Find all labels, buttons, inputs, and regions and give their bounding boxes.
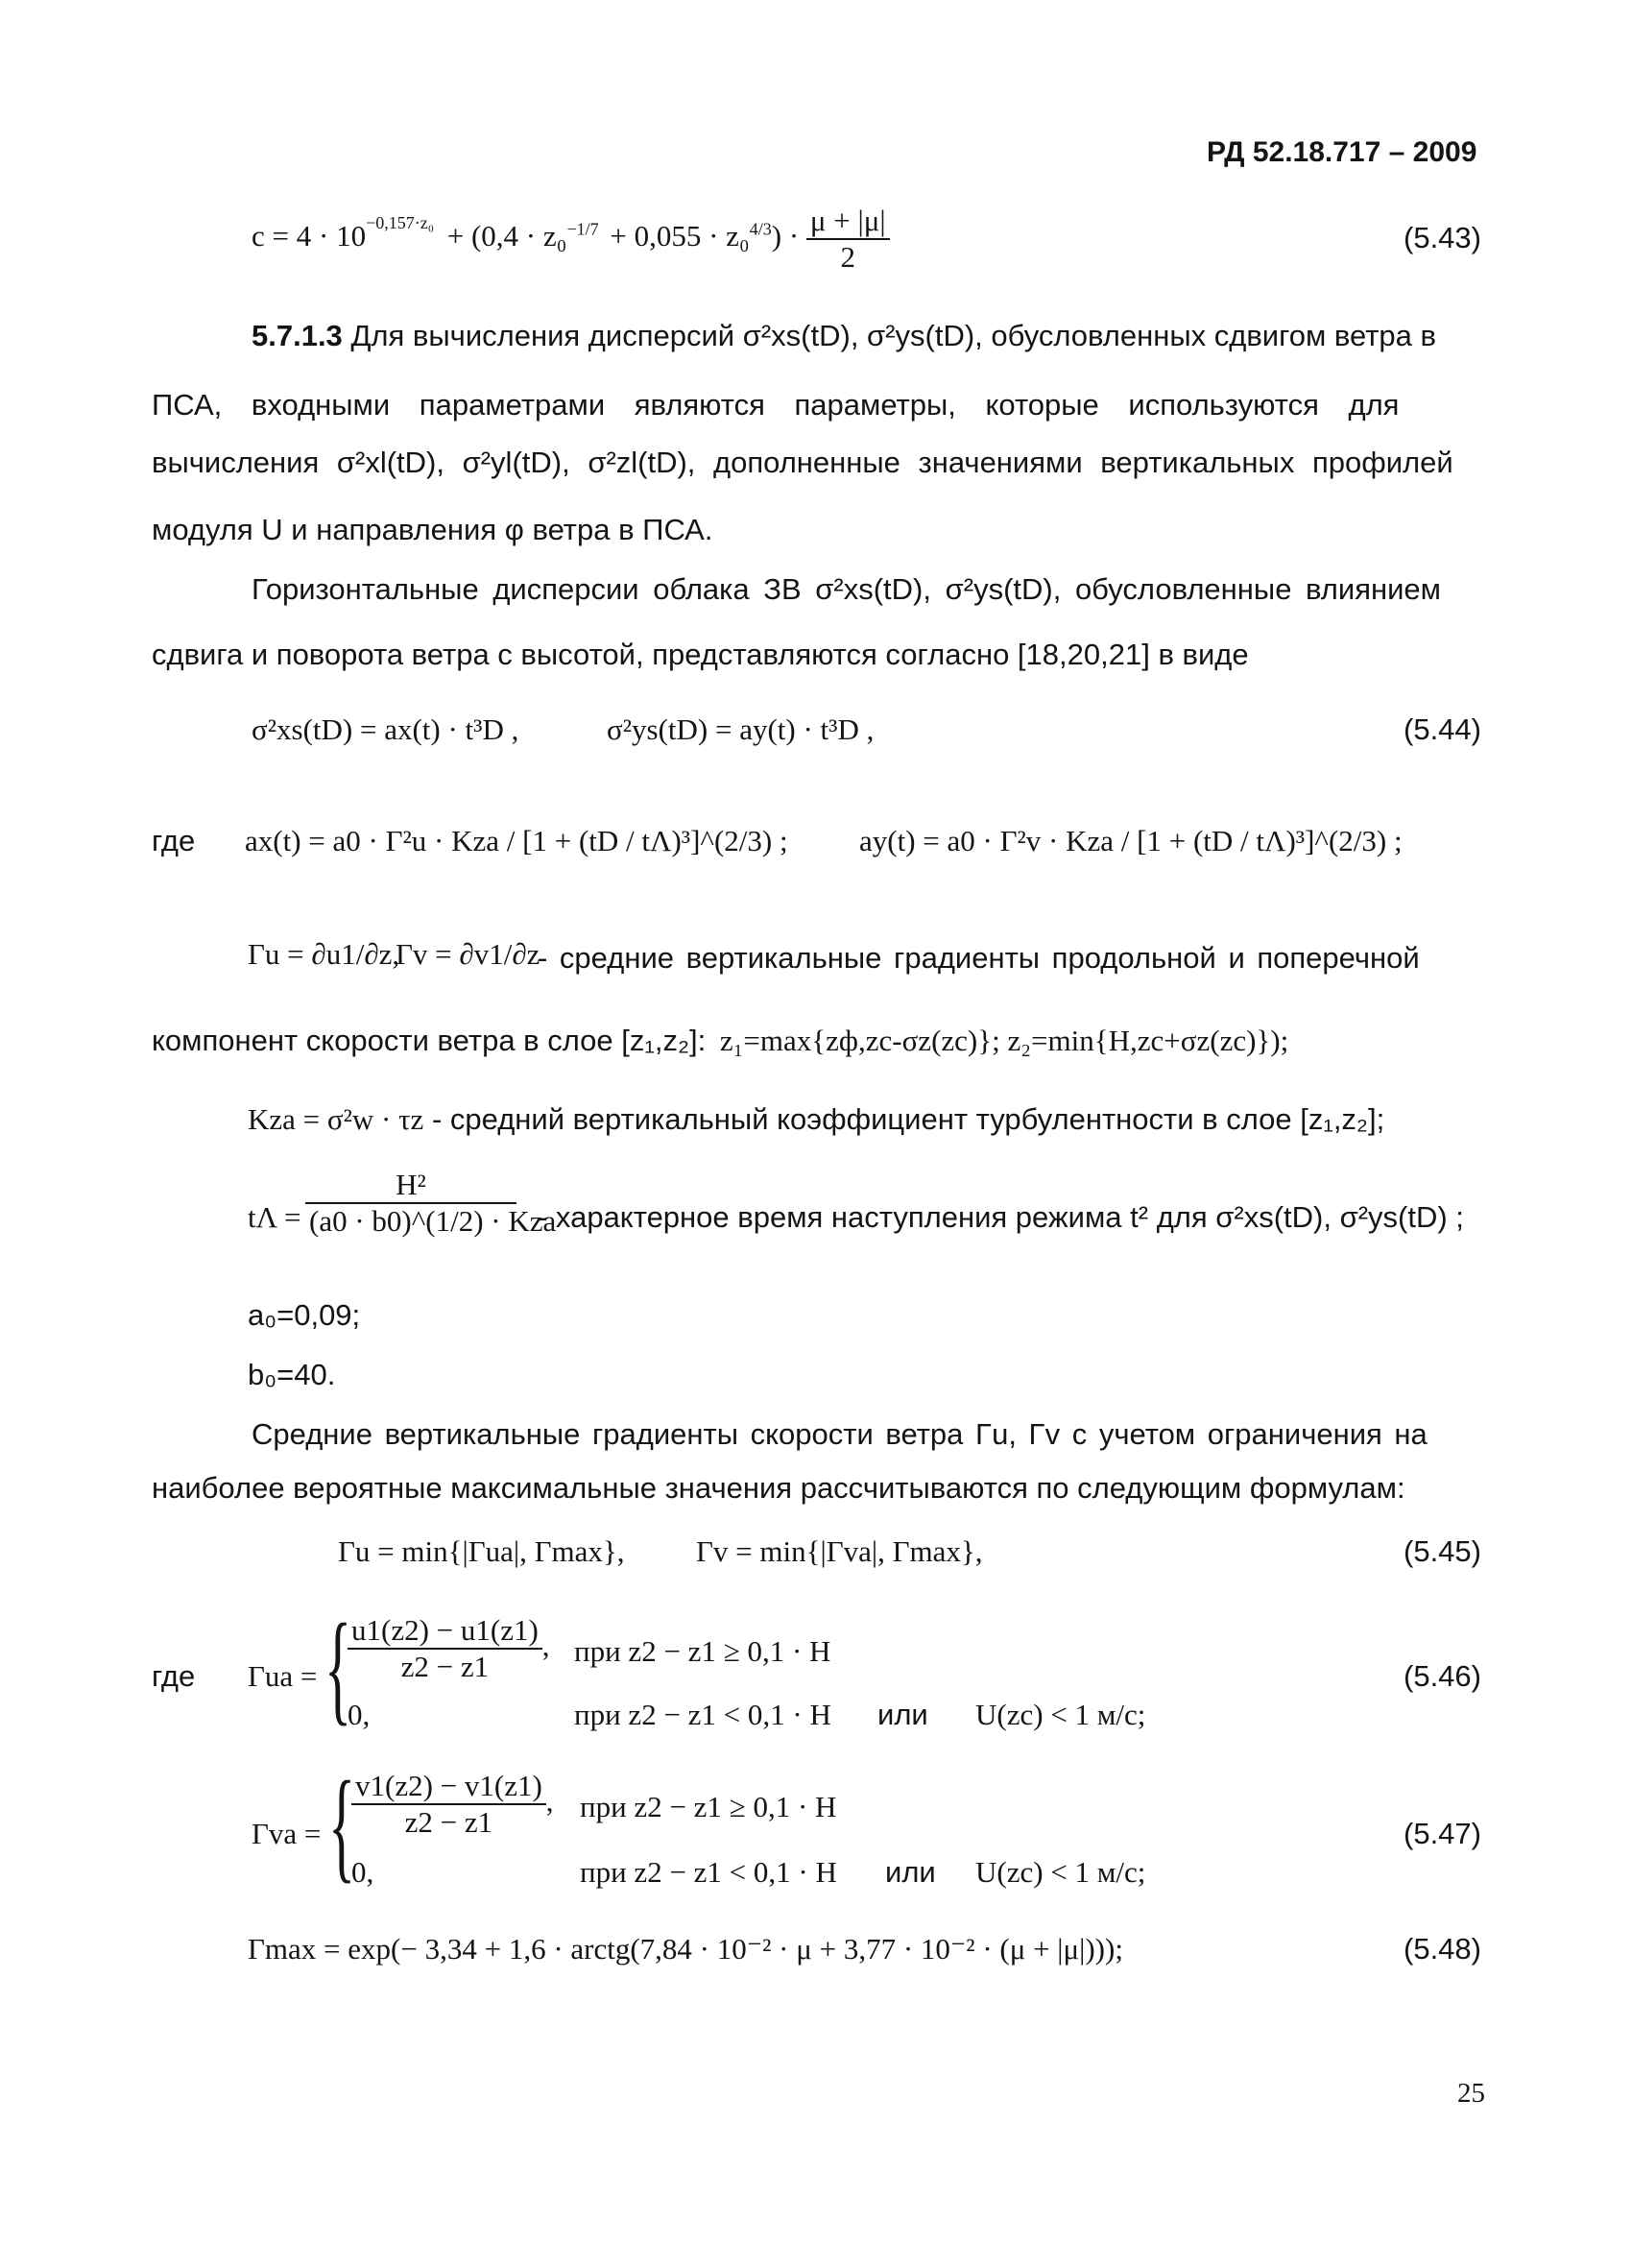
equation-5-48: Γmax = exp(− 3,34 + 1,6 · arctg(7,84 · 10⁻² · μ + 3,77 · 10⁻² · (μ + |μ|))); bbox=[248, 1932, 1123, 1966]
document-header: РД 52.18.717 – 2009 bbox=[1207, 136, 1477, 168]
equation-5-44-left: σ²xs(tD) = ax(t) · t³D , bbox=[252, 712, 519, 746]
fraction: $\frac{u1(z2) - u1(z1)}{z2 - z1}$ bbox=[348, 1613, 542, 1683]
paragraph-line: сдвига и поворота ветра с высотой, представляются согласно [18,20,21] в виде bbox=[152, 638, 1249, 671]
equation-5-45-right: Γv = min{|Γva|, Γmax}, bbox=[696, 1534, 983, 1568]
section-number: 5.7.1.3 bbox=[252, 319, 343, 352]
where-label: где bbox=[152, 824, 196, 857]
fraction: $\frac{\mu + |\mu|}{2}$ bbox=[806, 204, 890, 274]
gamma-u-definition: Γu = ∂u1/∂z, bbox=[248, 937, 400, 971]
ay-formula: ay(t) = a0 · Γ²v · Kza / [1 + (tD / tΛ)³]^(2/3) ; bbox=[859, 824, 1403, 857]
gamma-va-fraction: $\frac{v1(z2) - v1(z1)}{z2 - z1}$ , bbox=[351, 1769, 554, 1839]
kza-definition: Kza = σ²w · τz - средний вертикальный коэффициент турбулентности в слое [z₁,z₂]; bbox=[248, 1102, 1385, 1136]
condition: при z2 − z1 < 0,1 · H bbox=[574, 1698, 831, 1731]
or-word: или bbox=[885, 1855, 936, 1889]
equation-number: (5.46) bbox=[1404, 1659, 1481, 1693]
paragraph-line: модуля U и направления φ ветра в ПСА. bbox=[152, 513, 713, 546]
constant-b0: b₀=40. bbox=[248, 1358, 336, 1391]
paragraph-line: вычисления σ²xl(tD), σ²yl(tD), σ²zl(tD), дополненные значениями вертикальных профилей bbox=[152, 446, 1453, 479]
paragraph-line: наиболее вероятные максимальные значения рассчитываются по следующим формулам: bbox=[152, 1471, 1405, 1505]
equation-number: (5.47) bbox=[1404, 1817, 1481, 1850]
fraction: $\frac{v1(z2) - v1(z1)}{z2 - z1}$ bbox=[351, 1769, 546, 1839]
condition: U(zc) < 1 м/с; bbox=[975, 1855, 1146, 1889]
equation-5-44-right: σ²ys(tD) = ay(t) · t³D , bbox=[607, 712, 875, 746]
gamma-layer-text: компонент скорости ветра в слое [z₁,z₂]: z₁=max{zф,zc-σz(zc)}; z₂=min{H,zc+σz(zc)}); bbox=[152, 1024, 1289, 1057]
section-paragraph-line: 5.7.1.3 Для вычисления дисперсий σ²xs(tD), σ²ys(tD), обусловленных сдвигом ветра в bbox=[252, 319, 1436, 352]
page-number: 25 bbox=[1457, 2078, 1485, 2109]
gamma-ua-fraction: $\frac{u1(z2) - u1(z1)}{z2 - z1}$ , bbox=[348, 1613, 550, 1683]
ax-formula: ax(t) = a0 · Γ²u · Kza / [1 + (tD / tΛ)³]^(2/3) ; bbox=[245, 824, 788, 857]
condition: при z2 − z1 ≥ 0,1 · H bbox=[574, 1634, 831, 1668]
brace: { bbox=[324, 1599, 352, 1737]
gamma-va-lhs: Γva = bbox=[252, 1817, 322, 1850]
gamma-ua-lhs: Γua = bbox=[248, 1659, 318, 1693]
tl-description: - характерное время наступления режима t² для σ²xs(tD), σ²ys(tD) ; bbox=[538, 1200, 1464, 1234]
equation-number: (5.44) bbox=[1404, 712, 1481, 746]
gamma-description: - средние вертикальные градиенты продольной и поперечной bbox=[538, 941, 1420, 975]
condition: U(zc) < 1 м/с; bbox=[975, 1698, 1146, 1731]
tl-fraction bbox=[305, 1168, 557, 1238]
constant-a0: a₀=0,09; bbox=[248, 1298, 361, 1332]
condition: при z2 − z1 < 0,1 · H bbox=[580, 1855, 837, 1889]
gamma-v-definition: Γv = ∂v1/∂z bbox=[396, 937, 540, 971]
equation-5-45-left: Γu = min{|Γua|, Γmax}, bbox=[338, 1534, 625, 1568]
zero-case: 0, bbox=[351, 1855, 374, 1889]
brace: { bbox=[328, 1756, 356, 1894]
or-word: или bbox=[877, 1698, 928, 1731]
condition: при z2 − z1 ≥ 0,1 · H bbox=[580, 1790, 837, 1823]
zero-case: 0, bbox=[348, 1698, 371, 1731]
equation-number: (5.48) bbox=[1404, 1932, 1481, 1966]
where-label: где bbox=[152, 1659, 196, 1693]
tl-lhs: tΛ = bbox=[248, 1200, 301, 1234]
equation-number: (5.45) bbox=[1404, 1534, 1481, 1568]
fraction: $\frac{\text{H²}}{\text{(a0 · b0)\textasciicircum{}(1/2) · Kza}}$ bbox=[305, 1168, 516, 1238]
equation-number: (5.43) bbox=[1404, 221, 1481, 254]
equation-5-43: $c = 4 \cdot 10^{-0,157\cdot z_0} + (0,4 \cdot z_0^{-1/7} + 0,055 \cdot z_0^{4/3})$ · $\frac{\mu + |\mu|}{2}$ bbox=[252, 204, 890, 274]
paragraph-line: ПСА, входными параметрами являются параметры, которые используются для bbox=[152, 388, 1400, 422]
paragraph-line: Горизонтальные дисперсии облака ЗВ σ²xs(tD), σ²ys(tD), обусловленные влиянием bbox=[252, 572, 1441, 606]
paragraph-line: Средние вертикальные градиенты скорости ветра Γu, Γv с учетом ограничения на bbox=[252, 1417, 1428, 1451]
